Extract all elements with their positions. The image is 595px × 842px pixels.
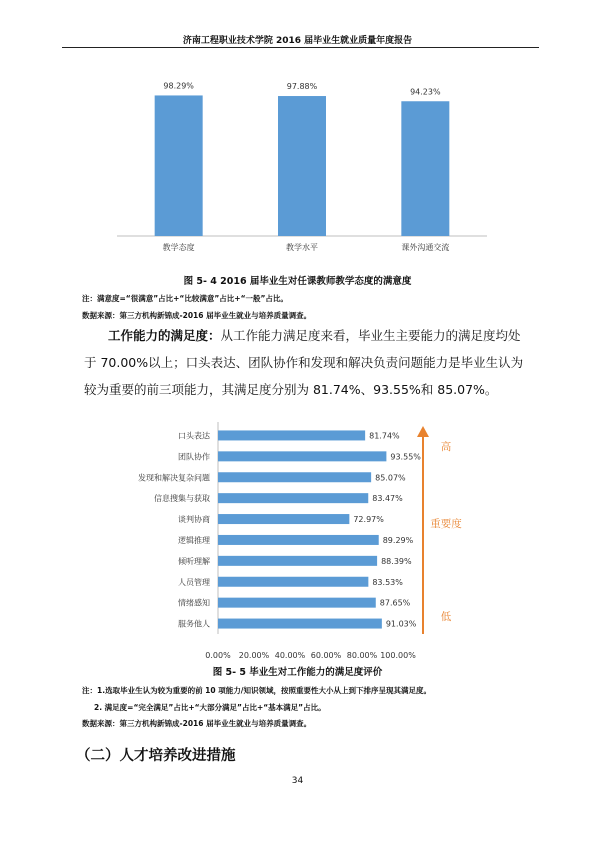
- x-tick-label: 40.00%: [274, 651, 306, 660]
- bar: [218, 430, 365, 440]
- category-tick-label: 课外沟通交流: [401, 243, 450, 252]
- bar: [155, 95, 203, 236]
- importance-low-label: 低: [440, 611, 452, 623]
- importance-arrow-head: [417, 426, 429, 437]
- bar-value-label: 85.07%: [375, 473, 406, 483]
- bar: [218, 556, 377, 566]
- bar-value-label: 89.29%: [382, 535, 414, 545]
- bar: [218, 577, 368, 587]
- bar-value-label: 98.29%: [163, 81, 194, 91]
- header-rule: [62, 47, 539, 48]
- importance-mid-label: 重要度: [430, 518, 462, 530]
- category-tick-label: 口头表达: [178, 431, 210, 441]
- importance-arrow: [412, 426, 472, 636]
- teaching-attitude-chart: [112, 81, 492, 263]
- bar-value-label: 83.53%: [372, 577, 403, 587]
- category-tick-label: 情绪感知: [178, 598, 210, 608]
- bar: [218, 535, 379, 545]
- figure-note-1: 注：1.选取毕业生认为较为重要的前 10 项能力/知识领域，按照重要性大小从上到下排序呈现其满足度。: [82, 686, 431, 695]
- page-header-title: 济南工程职业技术学院 2016 届毕业生就业质量年度报告: [182, 36, 413, 46]
- bar-value-label: 88.39%: [381, 556, 412, 566]
- category-tick-label: 教学水平: [286, 243, 318, 252]
- bar-value-label: 91.03%: [385, 619, 417, 629]
- bar-value-label: 72.97%: [353, 515, 384, 525]
- bar: [218, 472, 371, 482]
- bar-value-label: 81.74%: [369, 431, 400, 441]
- x-tick-label: 100.00%: [380, 651, 416, 660]
- bar: [218, 451, 386, 461]
- category-tick-label: 团队协作: [178, 452, 210, 462]
- bar-value-label: 93.55%: [390, 452, 421, 462]
- bar: [401, 101, 449, 236]
- category-tick-label: 倾听理解: [178, 556, 210, 566]
- category-tick-label: 谈判协商: [178, 515, 210, 525]
- figure-note: 注：满意度=“很满意”占比+“比较满意”占比+“一般”占比。: [82, 294, 288, 303]
- category-tick-label: 逻辑推理: [178, 535, 210, 545]
- section-heading: （二）人才培养改进措施: [76, 748, 236, 764]
- paragraph-lead: 工作能力的满足度：: [108, 328, 221, 343]
- category-tick-label: 服务他人: [178, 619, 210, 629]
- bar: [218, 619, 382, 629]
- category-tick-label: 教学态度: [162, 243, 195, 252]
- x-tick-label: 60.00%: [310, 651, 342, 660]
- bar-value-label: 83.47%: [372, 494, 403, 504]
- importance-high-label: 高: [440, 441, 452, 453]
- bar: [218, 493, 368, 503]
- figure-note-2: 2. 满足度=“完全满足”占比+“大部分满足”占比+“基本满足”占比。: [94, 703, 326, 712]
- category-tick-label: 信息搜集与获取: [154, 494, 210, 504]
- figure-source-2: 数据来源：第三方机构新锦成-2016 届毕业生就业与培养质量调查。: [82, 719, 312, 728]
- x-tick-label: 20.00%: [238, 651, 270, 660]
- page-number: 34: [291, 776, 304, 786]
- bar-value-label: 87.65%: [379, 598, 411, 608]
- category-tick-label: 人员管理: [178, 577, 210, 587]
- bar: [218, 598, 376, 608]
- figure-caption-5-5: 图 5- 5 毕业生对工作能力的满足度评价: [212, 667, 383, 678]
- figure-source: 数据来源：第三方机构新锦成-2016 届毕业生就业与培养质量调查。: [82, 311, 312, 320]
- ability-paragraph: [84, 322, 524, 403]
- x-tick-label: 80.00%: [346, 651, 378, 660]
- bar: [278, 96, 326, 236]
- bar: [218, 514, 349, 524]
- x-tick-label: 0.00%: [205, 651, 231, 660]
- bar-value-label: 97.88%: [286, 82, 318, 92]
- category-tick-label: 发现和解决复杂问题: [138, 473, 210, 483]
- paragraph-body: 从工作能力满足度来看，毕业生主要能力的满足度均处于 70.00%以上；口头表达、团队协作和发现和解决负责问题能力是毕业生认为较为重要的前三项能力，其满足度分别为 81.74%、93.55%和 85.07%。: [84, 328, 524, 397]
- figure-caption-5-4: 图 5- 4 2016 届毕业生对任课教师教学态度的满意度: [183, 276, 412, 287]
- bar-value-label: 94.23%: [410, 87, 441, 97]
